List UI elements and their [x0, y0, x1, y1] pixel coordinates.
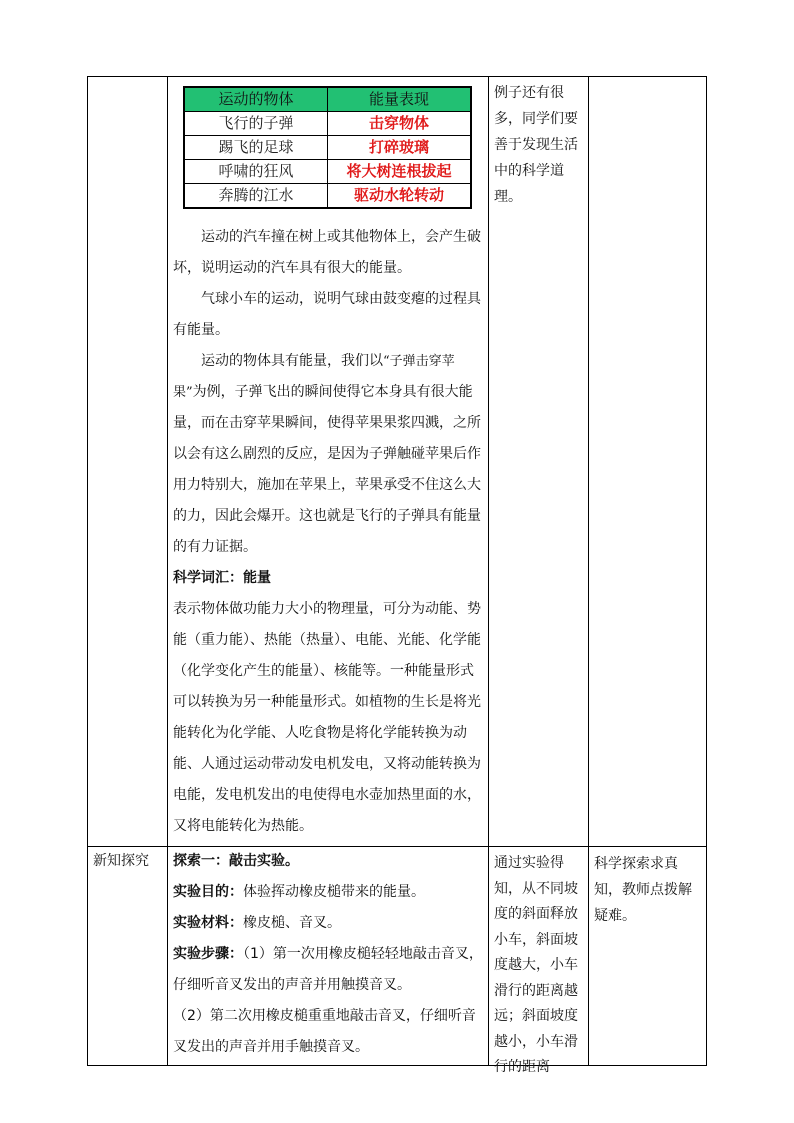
energy-table-row	[184, 136, 471, 160]
bullet-apple-body: 为例，子弹飞出的瞬间使得它本身具有很大能量，而在击穿苹果瞬间，使得苹果果浆四溅，之所以会有这么剧烈的反应，是因为子弹触碰苹果后作用力特别大，施加在苹果上，苹果承受不住这么大的力，因此会爆开。这也就是飞行的子弹具有能量的有力证据。	[173, 384, 481, 555]
step-1-text: （1）第一次用橡皮槌轻轻地敲击音叉，仔细听音叉发出的声音并用触摸音叉。	[173, 946, 483, 993]
energy-table-object: 踢飞的足球	[184, 136, 328, 160]
car-collision-paragraph: 运动的汽车撞在树上或其他物体上，会产生破坏，说明运动的汽车具有很大的能量。	[173, 229, 481, 276]
student-activity-text-1: 例子还有很多，同学们要善于发现生活中的科学道理。	[494, 85, 578, 205]
balloon-car-paragraph: 气球小车的运动，说明气球由鼓变瘪的过程具有能量。	[173, 291, 481, 338]
design-intent-text: 科学探索求真知，教师点拨解疑难。	[594, 856, 692, 924]
energy-table-object: 飞行的子弹	[184, 112, 328, 136]
energy-table-header	[184, 87, 471, 112]
energy-table-row	[184, 184, 471, 209]
experiment-materials	[173, 908, 483, 939]
student-activity-text-2: 通过实验得知，从不同坡度的斜面释放小车，斜面坡度越大，小车滑行的距离越远；斜面坡度越小，小车滑行的距离	[494, 855, 578, 1075]
bullet-apple-quote: “子弹击穿苹果”	[173, 354, 455, 400]
purpose-text: 体验挥动橡皮槌带来的能量。	[243, 884, 425, 900]
explore-title: 探索一：敲击实验。	[173, 853, 299, 869]
table-divider-1	[167, 76, 168, 1066]
experiment-content	[173, 846, 483, 1063]
experiment-step-2: （2）第二次用橡皮槌重重地敲击音叉，仔细听音叉发出的声音并用手触摸音叉。	[173, 1008, 476, 1055]
steps-label: 实验步骤：	[173, 946, 243, 962]
materials-text: 橡皮槌、音叉。	[243, 915, 341, 931]
table-border-right	[706, 76, 707, 1066]
energy-table-header-performance: 能量表现	[328, 87, 472, 112]
energy-table-performance: 驱动水轮转动	[328, 184, 472, 209]
energy-table-object: 奔腾的江水	[184, 184, 328, 209]
experiment-purpose	[173, 877, 483, 908]
vocab-title: 科学词汇：能量	[173, 570, 271, 586]
energy-table-row	[184, 112, 471, 136]
bullet-apple-intro: 运动的物体具有能量，我们以	[201, 353, 383, 369]
table-border-top	[87, 76, 707, 77]
energy-table-performance: 打碎玻璃	[328, 136, 472, 160]
table-divider-2	[488, 76, 489, 1066]
energy-table-header-object: 运动的物体	[184, 87, 328, 112]
purpose-label: 实验目的：	[173, 884, 243, 900]
vocab-definition: 表示物体做功能力大小的物理量，可分为动能、势能（重力能）、热能（热量）、电能、光能、化学能（化学变化产生的能量）、核能等。一种能量形式可以转换为另一种能量形式。如植物的生长是将光能转化为化学能、人吃食物是将化学能转换为动能、人通过运动带动发电机发电，又将动能转换为电能，发电机发出的电使得电水壶加热里面的水，又将电能转化为热能。	[173, 601, 481, 834]
table-border-bottom	[87, 1065, 707, 1066]
energy-explanation-text	[173, 222, 483, 842]
energy-table-performance: 击穿物体	[328, 112, 472, 136]
table-border-left	[87, 76, 88, 1066]
energy-table-performance: 将大树连根拔起	[328, 160, 472, 184]
energy-examples-table	[183, 86, 472, 209]
bullet-apple-paragraph	[173, 346, 483, 563]
energy-table-object: 呼啸的狂风	[184, 160, 328, 184]
section-label: 新知探究	[93, 853, 149, 869]
energy-table-row	[184, 160, 471, 184]
experiment-step-1	[173, 939, 483, 1001]
materials-label: 实验材料：	[173, 915, 243, 931]
table-divider-3	[588, 76, 589, 1066]
